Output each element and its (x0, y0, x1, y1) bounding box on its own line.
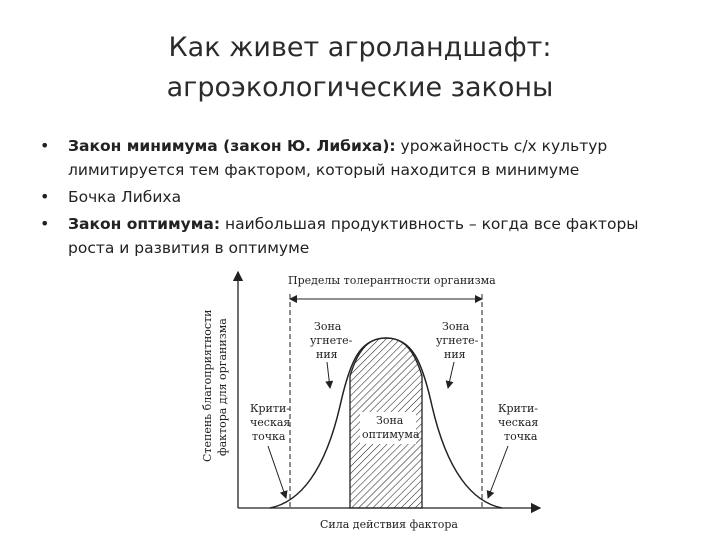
critical-point-left-arrow (268, 446, 286, 498)
critical-point-right-arrow (488, 446, 508, 498)
slide-title (0, 28, 720, 108)
y-axis-label-line1: Степень благоприятности (201, 309, 214, 462)
zone-suppression-left-line1: Зона (314, 320, 342, 333)
zone-suppression-right-line3: ния (444, 348, 466, 361)
bullet-bold-text: Закон минимума (закон Ю. Либиха): (68, 137, 396, 155)
bullet-bold-text: Закон оптимума: (68, 215, 221, 233)
y-axis-label-line2: фактора для организма (216, 318, 229, 456)
bullet-text: Бочка Либиха (68, 188, 182, 206)
zone-suppression-left-arrow (327, 362, 330, 388)
bullet-item-liebig-barrel (40, 185, 680, 209)
bullet-text: наибольшая продуктивность – когда все факторы роста и развития в оптимуме (68, 215, 639, 257)
optimum-label-line2: оптимума (362, 428, 420, 441)
zone-suppression-right-arrow (448, 362, 454, 388)
zone-suppression-left-line3: ния (316, 348, 338, 361)
bullet-list (40, 134, 680, 263)
zone-suppression-left-line2: угнете- (310, 334, 353, 347)
x-axis-label: Сила действия фактора (320, 518, 458, 531)
bullet-item-law-of-minimum (40, 134, 680, 182)
zone-suppression-right-line2: угнете- (436, 334, 479, 347)
critical-point-right-line2: ческая (498, 416, 539, 429)
critical-point-left-line1: Крити- (250, 402, 291, 415)
optimum-label-line1: Зона (376, 414, 404, 427)
title-line-1: Как живет агроландшафт: (168, 32, 552, 63)
bullet-dot-icon: • (40, 187, 50, 206)
critical-point-right-line3: точка (504, 430, 538, 443)
tolerance-limits-label: Пределы толерантности организма (288, 274, 496, 287)
zone-suppression-right-line1: Зона (442, 320, 470, 333)
critical-point-left-line3: точка (252, 430, 286, 443)
critical-point-right-line1: Крити- (498, 402, 539, 415)
bullet-dot-icon: • (40, 214, 50, 233)
bullet-item-law-of-optimum (40, 212, 680, 260)
tolerance-diagram (190, 266, 550, 534)
critical-point-left-line2: ческая (250, 416, 291, 429)
bullet-text: урожайность с/х культур лимитируется тем фактором, который находится в минимуме (68, 137, 608, 179)
bullet-dot-icon: • (40, 136, 50, 155)
title-line-2: агроэкологические законы (166, 72, 554, 103)
